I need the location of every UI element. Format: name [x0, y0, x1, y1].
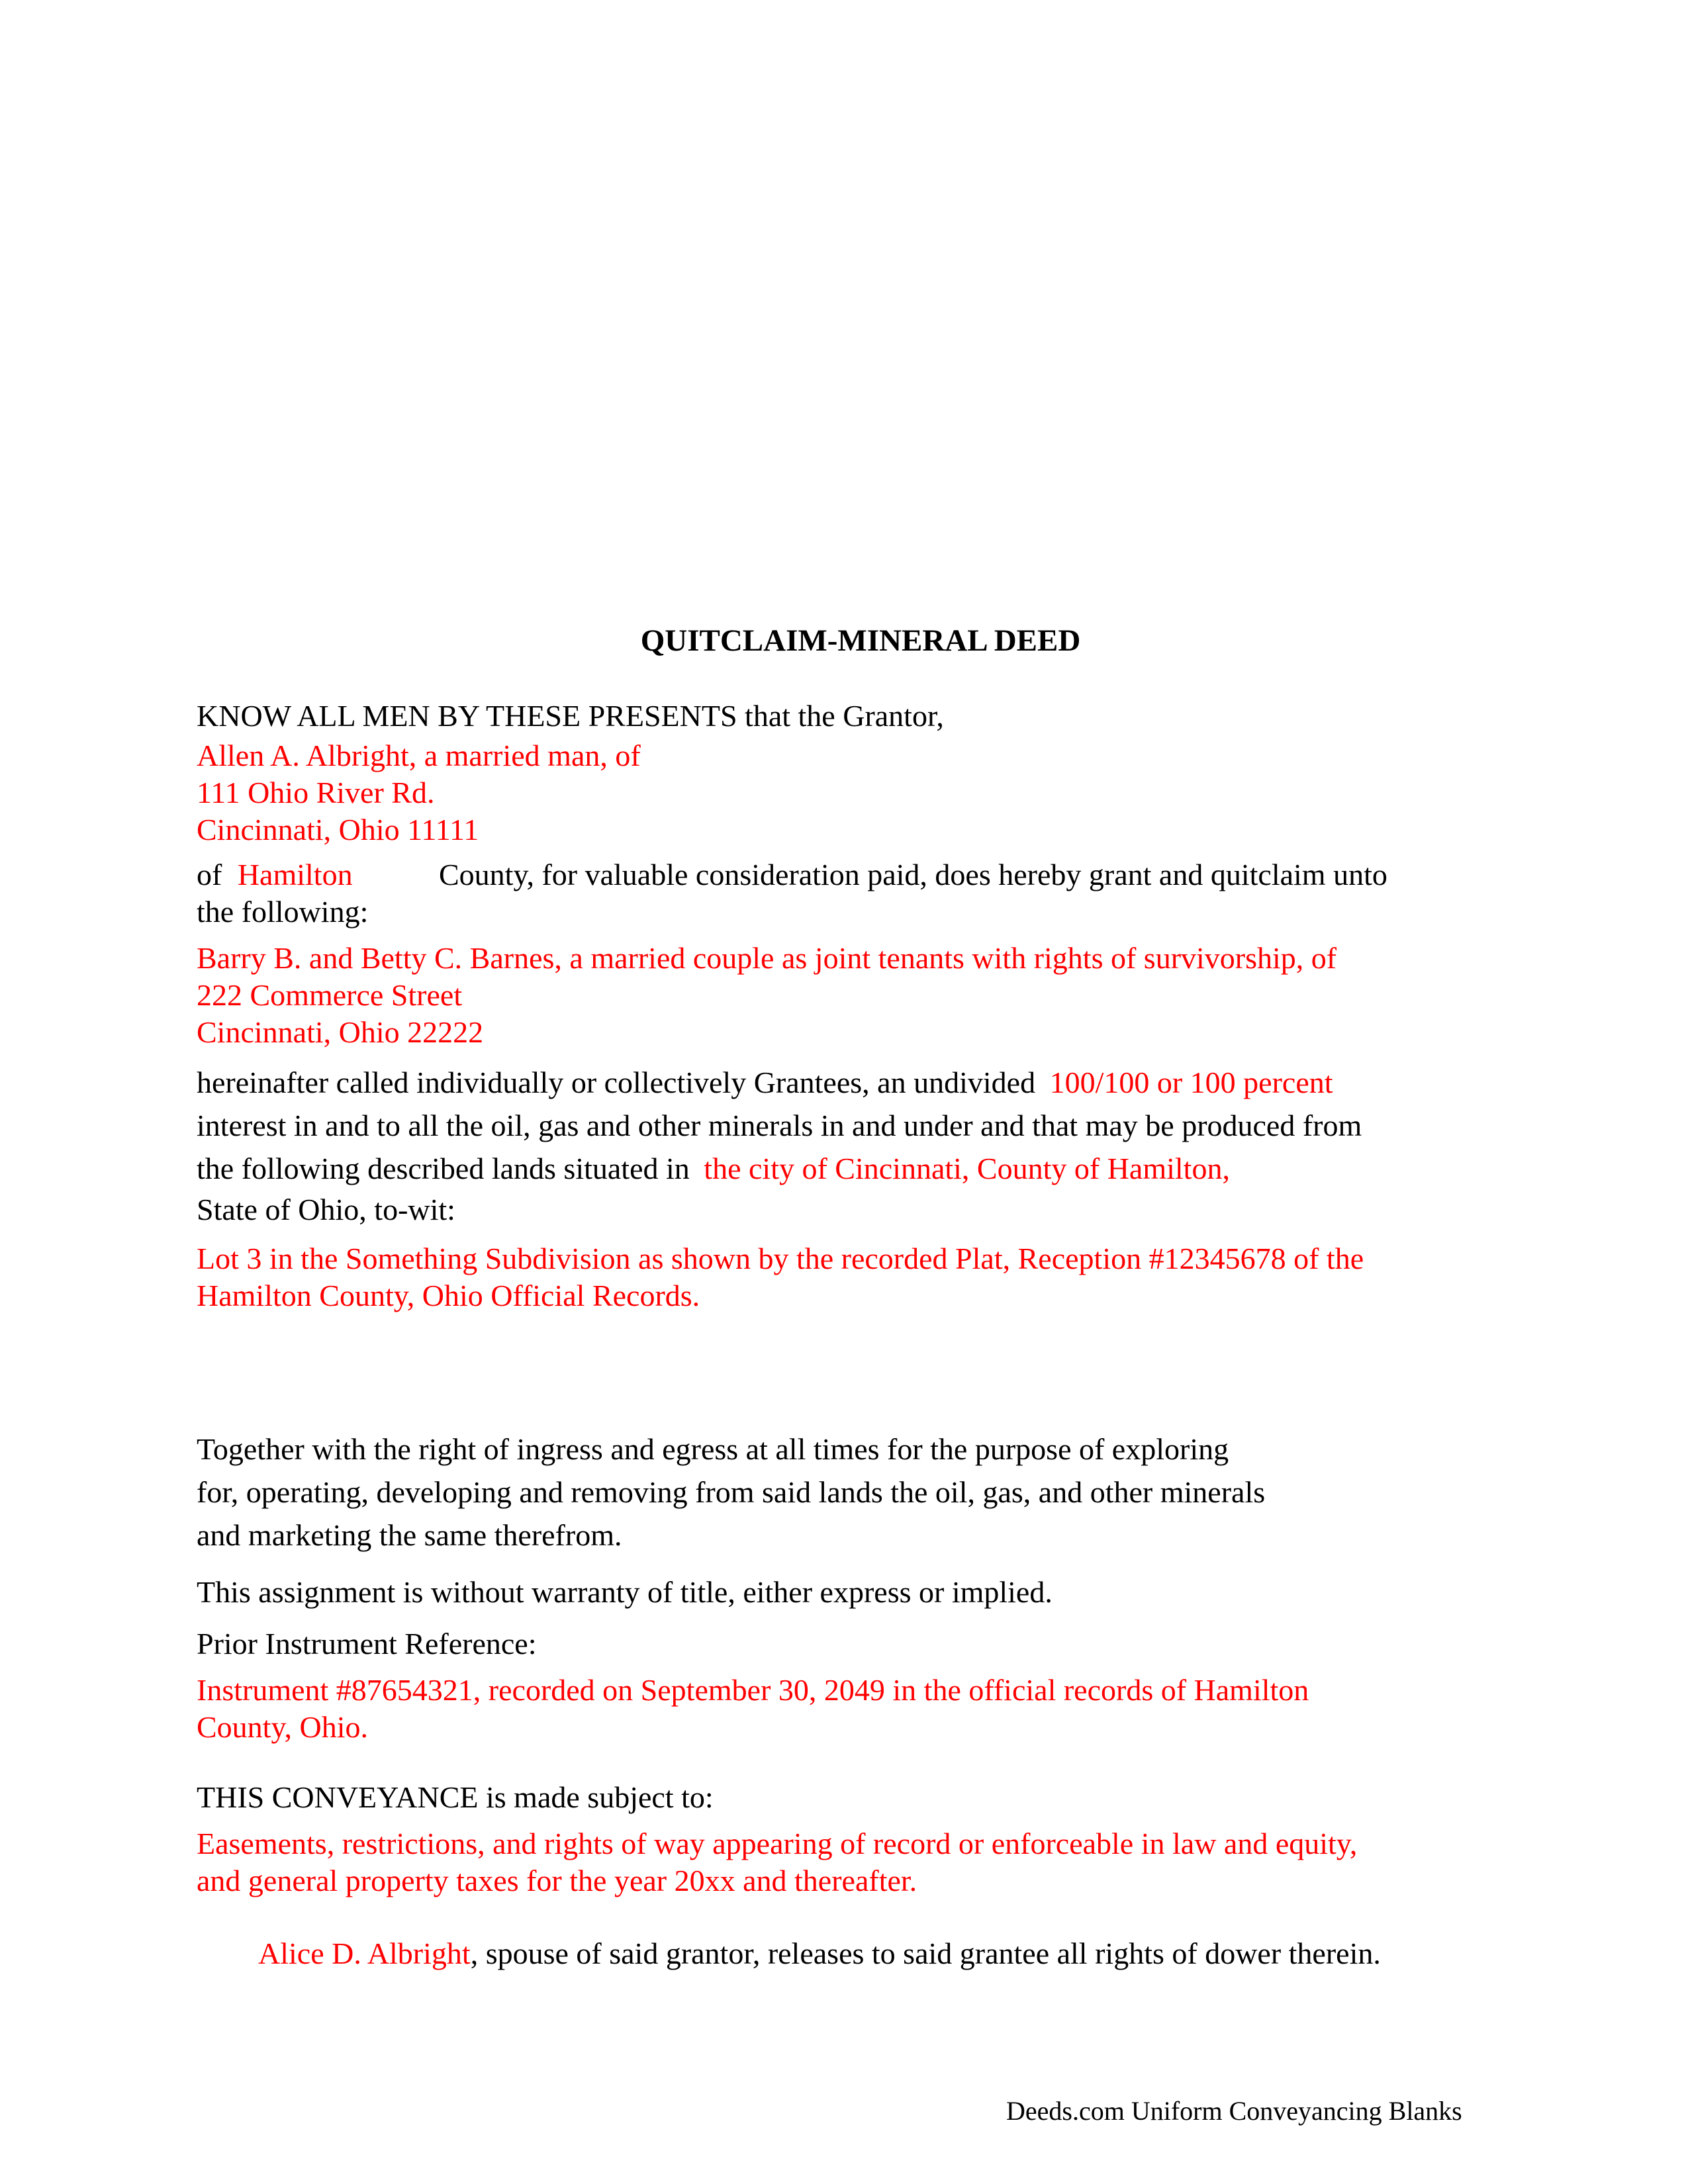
county-clause-line-2: the following: [197, 895, 369, 929]
interest-line-2: interest in and to all the oil, gas and other minerals in and under and that may be produced from [197, 1109, 1362, 1142]
grantee-name: Barry B. and Betty C. Barnes, a married couple as joint tenants with rights of survivorship, of [197, 941, 1337, 975]
rights-line-1: Together with the right of ingress and egress at all times for the purpose of exploring [197, 1432, 1229, 1466]
legal-description-line-1: Lot 3 in the Something Subdivision as shown by the recorded Plat, Reception #12345678 of the [197, 1242, 1364, 1275]
conveyance-line-2: and general property taxes for the year 20xx and thereafter. [197, 1864, 917, 1897]
spouse-name: Alice D. Albright [258, 1936, 471, 1970]
conveyance-label: THIS CONVEYANCE is made subject to: [197, 1780, 714, 1814]
footer-text: Deeds.com Uniform Conveyancing Blanks [1006, 2096, 1462, 2126]
county-clause-text: County, for valuable consideration paid, does hereby grant and quitclaim unto [439, 858, 1387, 891]
dower-release-text: , spouse of said grantor, releases to said grantee all rights of dower therein. [470, 1936, 1381, 1970]
grantor-city: Cincinnati, Ohio 11111 [197, 813, 479, 846]
prior-reference-line-2: County, Ohio. [197, 1710, 368, 1744]
warranty-statement: This assignment is without warranty of title, either express or implied. [197, 1575, 1053, 1609]
grantor-county: Hamilton [237, 858, 353, 891]
prior-reference-line-1: Instrument #87654321, recorded on September 30, 2049 in the official records of Hamilton [197, 1673, 1309, 1707]
prior-reference-label: Prior Instrument Reference: [197, 1627, 537, 1661]
interest-line-4: State of Ohio, to-wit: [197, 1193, 455, 1226]
property-location: the city of Cincinnati, County of Hamilton, [704, 1152, 1230, 1185]
county-of-label: of [197, 858, 222, 891]
intro-line: KNOW ALL MEN BY THESE PRESENTS that the Grantor, [197, 699, 944, 733]
county-clause-line [197, 856, 1387, 893]
rights-line-2: for, operating, developing and removing from said lands the oil, gas, and other minerals [197, 1475, 1266, 1509]
document-title: QUITCLAIM-MINERAL DEED [640, 623, 1081, 658]
grantee-address: 222 Commerce Street [197, 978, 463, 1012]
grantor-address: 111 Ohio River Rd. [197, 776, 435, 809]
interest-line-3 [197, 1150, 1230, 1187]
dower-release-line [258, 1935, 1381, 1972]
grantee-city: Cincinnati, Ohio 22222 [197, 1015, 484, 1049]
legal-description-line-2: Hamilton County, Ohio Official Records. [197, 1279, 700, 1312]
grantor-name: Allen A. Albright, a married man, of [197, 739, 641, 772]
interest-text: hereinafter called individually or collectively Grantees, an undivided [197, 1066, 1036, 1099]
interest-percent: 100/100 or 100 percent [1049, 1066, 1333, 1099]
situated-text: the following described lands situated in [197, 1152, 690, 1185]
rights-line-3: and marketing the same therefrom. [197, 1518, 622, 1552]
interest-line-1 [197, 1064, 1333, 1101]
conveyance-line-1: Easements, restrictions, and rights of way appearing of record or enforceable in law and equity, [197, 1827, 1358, 1860]
